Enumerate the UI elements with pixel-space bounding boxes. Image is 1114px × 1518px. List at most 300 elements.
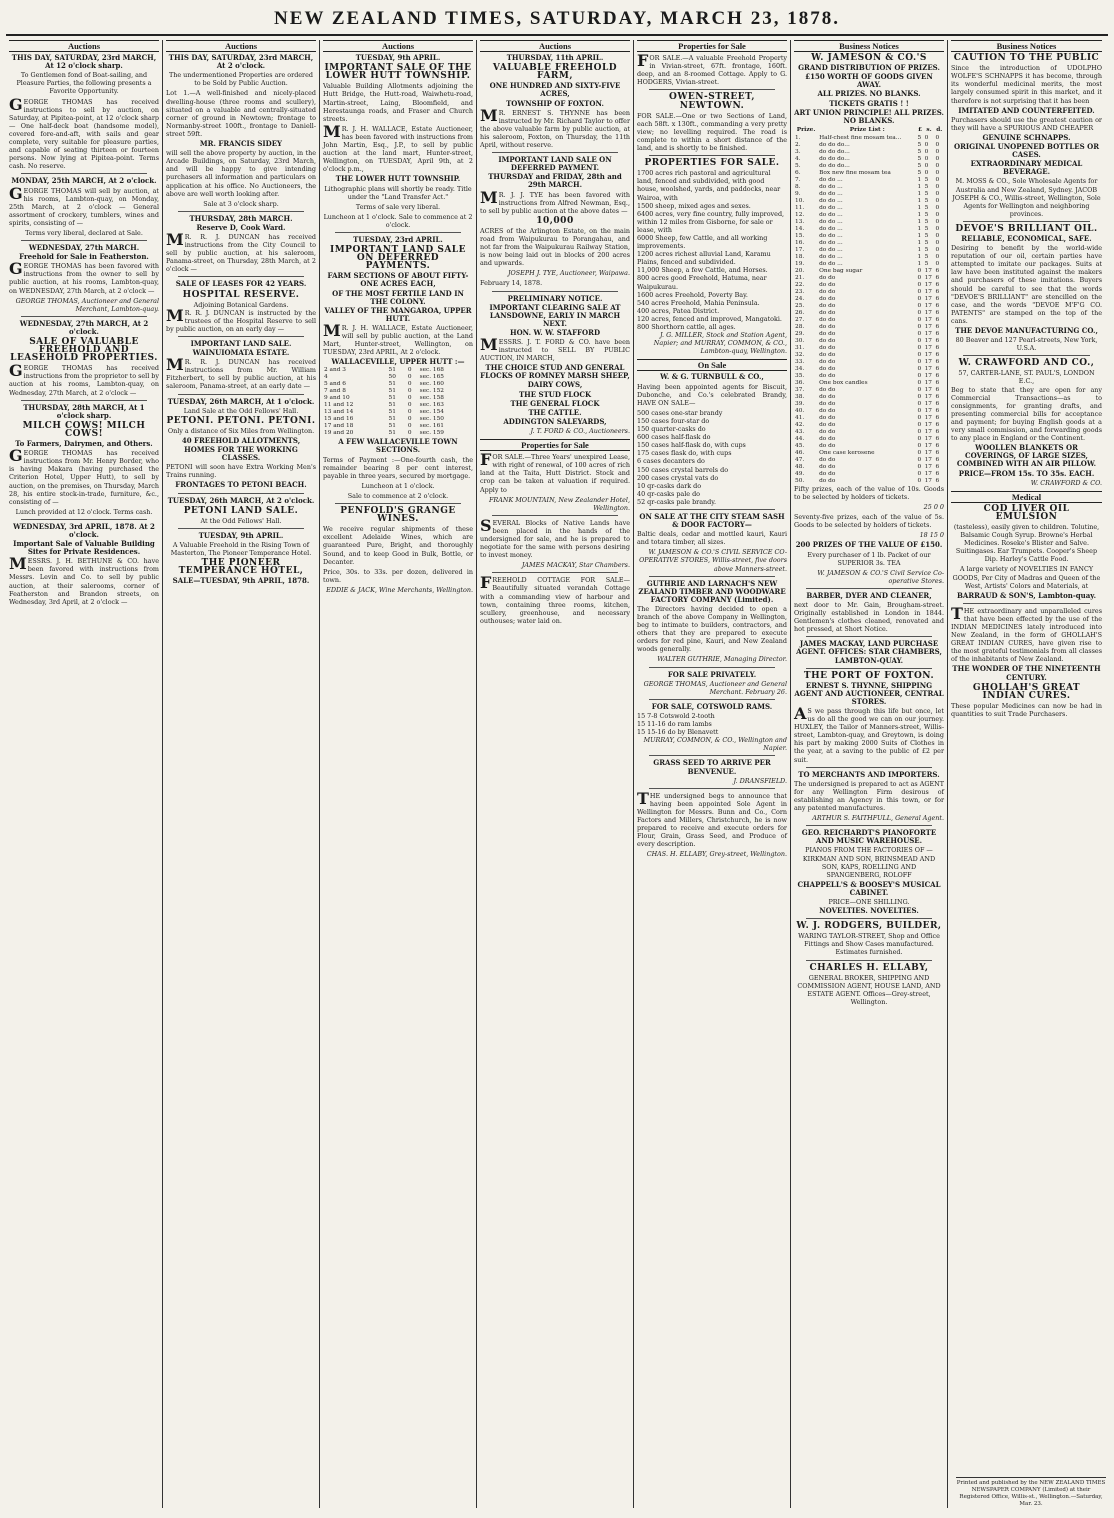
prize-pence: 0 [935, 183, 940, 190]
ad-subtitle: TOWNSHIP OF FOXTON. [506, 98, 604, 108]
ad-subtitle: ALL PRIZES. NO BLANKS. [817, 89, 921, 99]
prize-column-header: Prize. [796, 126, 816, 133]
prize-number: 19. [795, 260, 805, 267]
column-7 [948, 40, 1105, 1508]
prize-pence: 6 [935, 323, 940, 330]
prize-item: Half-chest fine mosam tea... [819, 134, 902, 141]
advertisement [637, 513, 787, 573]
ad-signature: FRANK MOUNTAIN, New Zealander Hotel, Wellington. [489, 495, 630, 512]
prize-pounds: 1 [917, 225, 922, 232]
prize-shillings: 5 [924, 218, 929, 225]
advertisement [480, 515, 630, 570]
prize-pence: 6 [935, 393, 940, 400]
lot-number: 5 and 6 [324, 381, 346, 388]
prize-pounds: 0 [917, 330, 922, 337]
lot-section: sec. 161 [419, 423, 444, 430]
ad-terms: Terms very liberal, declared at Sale. [25, 228, 143, 237]
ad-title: VALUABLE FREEHOLD FARM, [492, 63, 618, 82]
divider [492, 152, 618, 153]
prize-pence: 0 [935, 190, 940, 197]
ad-subtitle: CHAPPELL'S & BOOSEY'S MUSICAL CABINET. [797, 879, 941, 897]
prize-pounds: 5 [917, 155, 922, 162]
prize-shillings: 5 [924, 239, 929, 246]
divider [649, 755, 775, 756]
divider [649, 509, 775, 510]
table-row [794, 471, 944, 478]
lot-acres: 51 [388, 388, 396, 395]
prize-pence: 0 [935, 155, 940, 162]
prize-number: 37. [795, 386, 805, 393]
prize-item: do do [819, 400, 836, 407]
prize-item: do do ... [819, 253, 843, 260]
prize-item: do do [819, 337, 836, 344]
ad-title: PETONI. PETONI. PETONI. [166, 415, 316, 426]
prize-pence: 6 [935, 274, 940, 281]
ad-subtitle: £150 WORTH OF GOODS GIVEN AWAY. [805, 72, 933, 90]
advertisement [166, 532, 316, 586]
table-row [794, 324, 944, 331]
prize-pence: 6 [935, 267, 940, 274]
ad-body: Terms of Payment :—One-fourth cash, the remainder bearing 8 per cent interest, payable in three years, secured by mortgage. [323, 455, 473, 480]
advertisement [794, 592, 944, 633]
list-item: 11,000 Sheep, a few Cattle, and Horses. [637, 266, 768, 275]
table-row [794, 177, 944, 184]
table-row [794, 149, 944, 156]
table-row [794, 184, 944, 191]
sale-date: THIS DAY, SATURDAY, 23rd MARCH, At 2 o'clock. [168, 53, 314, 71]
ad-subtitle: At the Odd Fellows' Hall. [200, 516, 282, 525]
ad-subtitle: NOVELTIES. NOVELTIES. [819, 906, 919, 916]
prize-shillings: 17 [924, 330, 932, 337]
table-row [794, 429, 944, 436]
lot-table-body [323, 367, 473, 437]
list-item: 6 cases decanters do [637, 457, 705, 466]
ad-signature: GEORGE THOMAS, Auctioneer and General Merchant. February 26. [643, 679, 787, 696]
prize-number: 11. [795, 204, 805, 211]
divider [178, 394, 304, 395]
ad-body: MR. R. J. DUNCAN has received instructions from the City Council to sell by public auction, at his saleroom, Panama-street, on Thursday, 28th March, at 2 o'clock — [166, 229, 316, 274]
divider [806, 668, 932, 669]
list-item: 120 acres, fenced and improved, Mangatoki. [637, 314, 782, 323]
lot-acres: 51 [388, 409, 396, 416]
ad-title: IMPORTANT LAND SALE ON DEFERRED PAYMENTS. [330, 245, 466, 272]
ad-signature: W. JAMESON & CO.'S Civil Service Co-operative Stores. [817, 568, 944, 585]
prize-item: Box new fine mosam tea [819, 169, 891, 176]
prize-shillings: 17 [924, 407, 932, 414]
ad-subtitle: 40 FREEHOLD ALLOTMENTS, [181, 435, 301, 445]
list-item: 150 quarter-casks do [637, 425, 706, 434]
prize-pounds: 0 [917, 442, 922, 449]
prize-pounds: 1 [917, 246, 922, 253]
prize-pence: 6 [935, 421, 940, 428]
ad-body: THE extraordinary and unparalleled cures that have been effected by the use of the INDIAN MEDICINES lately introduced into New Zealand, in the form of GHOLLAH'S GREAT INDIAN CURES, have given rise to the most grateful testimonials from all classes of the inhabitants of New Zealand. [951, 603, 1102, 664]
ad-subtitle: 200 PRIZES OF THE VALUE OF £150. [795, 540, 943, 550]
prize-number: 39. [795, 400, 805, 407]
prize-pounds: 0 [917, 351, 922, 358]
rams-list [637, 712, 787, 736]
table-row [323, 423, 473, 430]
prize-item: do do do... [819, 148, 850, 155]
advertisement [794, 922, 944, 956]
table-row [794, 380, 944, 387]
prize-item: do do [819, 372, 836, 379]
prize-shillings: 5 [924, 253, 929, 260]
prize-shillings: 17 [924, 323, 932, 330]
ad-subtitle: OF THE MOST FERTILE LAND IN THE COLONY. [332, 288, 464, 306]
sale-date: THIS DAY, SATURDAY, 23rd MARCH, At 12 o'clock sharp. [11, 53, 157, 71]
ad-subtitle: FARM SECTIONS OF ABOUT FIFTY-ONE ACRES EACH, [327, 271, 469, 289]
ad-body: SEVERAL Blocks of Native Lands have been placed in the hands of the undersigned for sale, and he is prepared to negotiate for the same with persons desiring to invest money. [480, 515, 630, 560]
divider [963, 603, 1090, 604]
ad-subtitle: ORIGINAL UNOPENED BOTTLES OR CASES. [953, 142, 1100, 160]
list-item: 600 cases half-flask do [637, 433, 711, 442]
ad-body: The undersigned is prepared to act as AGENT for any Wellington Firm desirous of establishing an Agency in this town, or for any patented manufactures. [794, 779, 944, 813]
prize-pence: 0 [935, 169, 940, 176]
ad-subtitle: DAIRY COWS, [527, 380, 583, 390]
prize-number: 41. [795, 414, 805, 421]
table-row [323, 416, 473, 423]
prize-shillings: 5 [924, 225, 929, 232]
prize-number: 3. [795, 148, 801, 155]
divider [649, 155, 775, 156]
divider [21, 316, 147, 317]
prize-shillings: 17 [924, 344, 932, 351]
lot-section: sec. 154 [419, 409, 444, 416]
ad-subtitle: IMPORTANT CLEARING SALE AT LANSDOWNE, EARLY IN MARCH NEXT. [489, 302, 621, 328]
prize-pence: 6 [935, 470, 940, 477]
advertisement [637, 373, 787, 506]
lot-roods: 0 [407, 367, 412, 374]
prize-pounds: 0 [917, 316, 922, 323]
prize-pounds: 5 [917, 141, 922, 148]
prize-pence: 6 [935, 351, 940, 358]
prize-pence: 6 [935, 456, 940, 463]
divider [492, 515, 618, 516]
ad-title: PETONI LAND SALE. [183, 505, 299, 516]
prize-number: 34. [795, 365, 805, 372]
list-item: 15 15-16 do by Blenavett [637, 728, 719, 737]
divider [178, 493, 304, 494]
ad-subtitle: ERNEST S. THYNNE, SHIPPING AGENT AND AUCTIONEER, CENTRAL STORES. [794, 680, 944, 706]
column-heading: On Sale [637, 359, 787, 371]
ad-subtitle: ONE HUNDRED AND SIXTY-FIVE ACRES, [489, 81, 621, 99]
prize-number: 23. [795, 288, 805, 295]
ad-title: W. & G. TURNBULL & CO., [660, 372, 764, 382]
prize-pounds: 0 [917, 267, 922, 274]
lot-acres: 51 [388, 395, 396, 402]
table-row [794, 240, 944, 247]
ad-subtitle: THE CATTLE. [528, 407, 582, 417]
ad-signature: J. G. MILLER, Stock and Station Agent, Napier; and MURRAY, COMMON, & CO., Lambton-quay, Wellington. [653, 331, 787, 356]
prize-item: do do ... [819, 176, 843, 183]
ad-intro: To Gentlemen fond of Boat-sailing, and Pleasure Parties, the following presents a Favorite Opportunity. [16, 71, 152, 96]
prize-shillings: 17 [924, 386, 932, 393]
ad-body: Valuable Building Allotments adjoining the Hutt Bridge, the Hutt-road, Waiwhetu-road, Martin-street, Laing, Bloomfield, and Herestaunga roads, and Fraser and Church streets. [323, 82, 473, 123]
ad-subtitle: Land Sale at the Odd Fellows' Hall. [183, 406, 299, 415]
lot-acres: 51 [388, 367, 396, 374]
advertisement [166, 280, 316, 333]
sale-date: MONDAY, 25th MARCH, At 2 o'clock. [11, 176, 157, 186]
ad-body: A large variety of NOVELTIES IN FANCY GOODS, Per City of Madras and Queen of the West, Artists' Colors and Materials, at [952, 565, 1101, 590]
prize-item: do do [819, 281, 836, 288]
ad-signature: M. MOSS & CO., Sole Wholesale Agents for Australia and New Zealand, Sydney. JACOB JOSEPH & CO., Willis-street, Wellington, Sole Agents for Wellington and neighboring provinces. [952, 177, 1101, 218]
prize-shillings: 0 [924, 141, 929, 148]
lot-acres: 50 [388, 374, 396, 381]
lot-section: sec. 158 [419, 395, 444, 402]
prize-number: 32. [795, 351, 805, 358]
list-item: 175 cases flask do, with cups [637, 449, 732, 458]
prize-shillings: 17 [924, 351, 932, 358]
prize-item: do do [819, 477, 836, 484]
ad-subtitle: THE GENERAL FLOCK [510, 398, 600, 408]
table-row [323, 430, 473, 437]
list-item: 800 acres good Freehold, Hatuma, near Waipukurau. [637, 274, 767, 291]
ad-signature: THE DEVOE MANUFACTURING CO., [955, 326, 1098, 335]
prize-pence: 6 [935, 372, 940, 379]
prize-number: 30. [795, 337, 805, 344]
ad-intro: The undermentioned Properties are ordered to be Sold by Public Auction. [168, 71, 313, 88]
ad-subtitle: GENUINE SCHNAPPS. [982, 132, 1071, 142]
prize-pounds: 5 [917, 148, 922, 155]
ad-body: A Valuable Freehold in the Rising Town of Masterton, The Pioneer Temperance Hotel. [170, 540, 312, 557]
acreage-figure: 10,000 [536, 215, 574, 226]
table-row [794, 443, 944, 450]
advertisement [9, 523, 159, 606]
table-row [794, 352, 944, 359]
divider [806, 825, 932, 826]
sale-date: TUESDAY, 23rd APRIL. [353, 234, 443, 244]
sale-date: THURSDAY and FRIDAY, 28th and 29th MARCH. [488, 172, 622, 190]
ad-subtitle: THE LOWER HUTT TOWNSHIP. [335, 174, 461, 184]
prize-shillings: 17 [924, 421, 932, 428]
table-row [794, 163, 944, 170]
ad-subtitle: TICKETS GRATIS ! ! [829, 98, 909, 108]
column-6 [791, 40, 948, 1508]
divider [178, 336, 304, 337]
column-2 [163, 40, 320, 1508]
ad-body: Beg to state that they are open for any Commercial Transactions—as to consignments, for granting drafts, and presenting commercial bills for acceptance and payment; for buying English goods at a very small commission, and forwarding goods to any place in England or the Continent. [951, 385, 1102, 443]
divider [492, 572, 618, 573]
advertisement [480, 54, 630, 149]
ad-body: GEORGE THOMAS has received instructions to sell by auction, on Saturday, at Pipitea-point, at 12 o'clock sharp — One half-deck boat (handsome model), covered fore-and-aft, with sails and gear complete, very suitable for pleasure parties, and capable of seating thirteen or fourteen persons. Now lying at Pipitea-point. Terms cash. No reserve. [9, 94, 159, 171]
prize-number: 38. [795, 393, 805, 400]
prize-pounds: 0 [917, 421, 922, 428]
table-row [794, 338, 944, 345]
advertisement [637, 671, 787, 696]
lot-roods: 0 [407, 402, 412, 409]
ad-title: BARBER, DYER AND CLEANER, [806, 590, 932, 600]
prize-number: 2. [795, 141, 801, 148]
prize-pence: 6 [935, 309, 940, 316]
prize-pounds: 5 [917, 134, 922, 141]
lot-number: 9 and 10 [324, 395, 350, 402]
advertisement [637, 703, 787, 753]
list-item: 40 qr-casks pale do [637, 489, 701, 498]
prize-shillings: 17 [924, 470, 932, 477]
list-item: 6000 Sheep, few Cattle, and all working improvements. [637, 233, 768, 251]
column-heading: Business Notices [794, 40, 944, 52]
prize-pence: 0 [935, 141, 940, 148]
prize-pounds: 1 [917, 232, 922, 239]
ad-body: MESSRS. J. H. BETHUNE & CO. have been favored with instructions from Messrs. Levin and Co. to sell by public auction, at their salerooms, corner of Featherston and Brandon streets, on Wednesday, 3rd April, at 2 o'clock — [9, 554, 159, 606]
prize-item: do do [819, 351, 836, 358]
ad-body: Lithographic plans will shortly be ready. Title under the "Land Transfer Act." [324, 184, 472, 201]
table-row [794, 205, 944, 212]
prize-item: do do [819, 428, 836, 435]
prize-number: 7. [795, 176, 801, 183]
prize-item: One box candles [819, 379, 868, 386]
prize-pence: 0 [935, 246, 940, 253]
list-item: 500 cases one-star brandy [637, 408, 723, 417]
lot-roods: 0 [407, 374, 412, 381]
prize-number: 4. [795, 155, 801, 162]
lot-roods: 0 [407, 409, 412, 416]
ad-footer: SALE—TUESDAY, 9th APRIL, 1878. [172, 576, 310, 586]
lot-number: 4 [324, 374, 328, 381]
ad-subtitle: IMITATED AND COUNTERFEITED. [958, 105, 1095, 115]
ad-body: Purchasers should use the greatest caution or they will have a SPURIOUS AND CHEAPER [951, 115, 1102, 132]
ad-title: MR. FRANCIS SIDEY [199, 139, 283, 149]
column-heading: Properties for Sale [480, 439, 630, 451]
masthead: NEW ZEALAND TIMES, SATURDAY, MARCH 23, 1878. [6, 0, 1108, 36]
column-5 [634, 40, 791, 1508]
prize-shillings: 17 [924, 267, 932, 274]
prize-pence: 6 [935, 281, 940, 288]
prize-pounds: 1 [917, 204, 922, 211]
ad-footer: Sale to commence at 2 o'clock. [347, 491, 449, 500]
imprint-footer: Printed and published by the NEW ZEALAND TIMES NEWSPAPER COMPANY (Limited) at their Registered Office, Willis-st., Wellington.—Saturday, Mar. 23. [956, 1477, 1106, 1508]
advertisement [9, 404, 159, 516]
column-heading: Auctions [9, 40, 159, 52]
table-row [794, 310, 944, 317]
ad-date: February 14, 1878. [480, 279, 543, 288]
table-row [794, 457, 944, 464]
prize-pence: 6 [935, 302, 940, 309]
prize-shillings: 17 [924, 295, 932, 302]
lot-section: sec. 168 [419, 367, 444, 374]
ad-body: ACRES of the Arlington Estate, on the main road from Waipukurau to Porangahau, and not far from the Waipukurau Railway Station, is now being laid out in blocks of 200 acres and upwards. [480, 226, 630, 268]
prize-shillings: 0 [924, 155, 929, 162]
ad-subtitle: RELIABLE, ECONOMICAL, SAFE. [961, 233, 1092, 243]
table-row [794, 331, 944, 338]
prize-pounds: 0 [917, 323, 922, 330]
advertisement [637, 759, 787, 784]
prize-number: 35. [795, 372, 805, 379]
prize-item: do do [819, 302, 836, 309]
ad-title: GRASS SEED TO ARRIVE PER BENVENUE. [653, 758, 771, 776]
lot-section: sec. 160 [419, 381, 444, 388]
table-row [794, 373, 944, 380]
prize-shillings: 0 [924, 162, 929, 169]
lot-roods: 0 [407, 430, 412, 437]
list-item: 1700 acres rich pastoral and agricultural land, fenced and subdivided, with good house, woolshed, yards, and paddocks, near Wairoa, with [637, 169, 781, 202]
prize-pence: 0 [935, 218, 940, 225]
prize-number: 6. [795, 169, 801, 176]
advertisement [951, 603, 1102, 718]
sale-date: THURSDAY, 11th APRIL. [506, 53, 604, 63]
prize-shillings: 5 [924, 176, 929, 183]
ad-body: Only a distance of Six Miles from Wellington. [167, 426, 315, 435]
divider [178, 276, 304, 277]
prize-pence: 0 [935, 239, 940, 246]
goods-list [637, 409, 787, 498]
ad-body: MR. ERNEST S. THYNNE has been instructed by Mr. Richard Taylor to offer the above valuable farm by public auction, at his saleroom, Foxton, on Thursday, the 11th April, without reserve. [480, 105, 631, 150]
ad-subtitle: Adjoining Botanical Gardens. [193, 300, 289, 309]
table-row [794, 233, 944, 240]
ad-body: FOR SALE.—One or two Sections of Land, each 58ft. x 130ft., commanding a very pretty view; no levelling required. The road is complete to within a short distance of the land, and is shortly to be finished. [637, 111, 787, 153]
lot-number: 11 and 12 [324, 402, 354, 409]
advertisement [794, 672, 944, 764]
prize-pounds: 1 [917, 176, 922, 183]
prize-shillings: 0 [924, 148, 929, 155]
prize-item: do do [819, 463, 836, 470]
ad-subtitle: PRICE—FROM 15s. TO 35s. EACH. [958, 468, 1095, 478]
ad-title: IMPORTANT LAND SALE. [190, 339, 292, 348]
lot-number: 17 and 18 [324, 423, 354, 430]
ad-signature: W. CRAWFORD & CO. [1030, 478, 1102, 487]
ad-body: Seventy-five prizes, each of the value of 5s. Goods to be selected by holders of tickets. [794, 513, 944, 530]
prize-number: 42. [795, 421, 805, 428]
prize-number: 5. [795, 162, 801, 169]
table-row [794, 261, 944, 268]
ad-title: PRELIMINARY NOTICE. [507, 293, 603, 303]
table-row [323, 374, 473, 381]
ad-title: JAMES MACKAY, LAND PURCHASE AGENT. OFFICES: STAR CHAMBERS, LAMBTON-QUAY. [796, 639, 942, 665]
advertisement [166, 398, 316, 490]
column-heading: Medical [951, 491, 1102, 503]
prize-pounds: 0 [917, 414, 922, 421]
advertisement [166, 215, 316, 274]
prize-shillings: 17 [924, 316, 932, 323]
sale-date: THURSDAY, 28th MARCH, At 1 o'clock sharp. [23, 402, 145, 420]
prize-number: 43. [795, 428, 805, 435]
prize-pence: 0 [935, 260, 940, 267]
advertisement [637, 788, 787, 859]
ad-signature: CHAS. H. ELLABY, Grey-street, Wellington. [646, 850, 787, 859]
prize-number: 46. [795, 449, 805, 456]
ad-footer: Sale at 3 o'clock sharp. [203, 199, 279, 208]
column-heading: Auctions [480, 40, 630, 52]
lot-roods: 0 [407, 381, 412, 388]
prize-shillings: 17 [924, 379, 932, 386]
prize-shillings: 0 [924, 169, 929, 176]
divider [178, 528, 304, 529]
ad-body: GEORGE THOMAS has been favored with instructions from the owner to sell by public auction, at his rooms, Lambton-quay, on WEDNESDAY, 27th March, at 2 o'clock — [9, 259, 159, 295]
prize-pence: 6 [935, 316, 940, 323]
prize-pounds: 0 [917, 477, 922, 484]
prize-number: 49. [795, 470, 805, 477]
ad-body: Fifty prizes, each of the value of 10s. Goods to be selected by holders of tickets. [794, 484, 944, 501]
property-list [637, 169, 787, 331]
prize-item: do do ... [819, 232, 843, 239]
prize-pounds: 5 [917, 169, 922, 176]
prize-shillings: 5 [924, 190, 929, 197]
ad-subtitle: WOOLLEN BLANKETS OR COVERINGS, OF LARGE SIZES, COMBINED WITH AN AIR PILLOW. [956, 443, 1097, 469]
ad-body: The Directors having decided to open a branch of the above Company in Wellington, beg to intimate to builders, contractors, and others that they are prepared to execute orders for red pine, Kauri, and New Zealand woods generally. [637, 604, 787, 654]
prize-pounds: 1 [917, 253, 922, 260]
prize-number: 1. [795, 134, 801, 141]
sale-date: THURSDAY, 28th MARCH. [189, 213, 293, 223]
prize-shillings: 17 [924, 400, 932, 407]
prize-item: do do do... [819, 141, 850, 148]
advertisement [951, 54, 1102, 218]
list-item: 1600 acres Freehold, Poverty Bay. [637, 290, 748, 299]
prize-item: do do ... [819, 183, 843, 190]
prize-pounds: 0 [917, 281, 922, 288]
prize-number: 20. [795, 267, 805, 274]
ad-body: GENERAL BROKER, SHIPPING AND COMMISSION AGENT, HOUSE LAND, AND ESTATE AGENT. Offices—Grey-street, Wellington. [797, 973, 941, 1006]
ad-signature: J. T. FORD & CO., Auctioneers. [530, 426, 630, 435]
